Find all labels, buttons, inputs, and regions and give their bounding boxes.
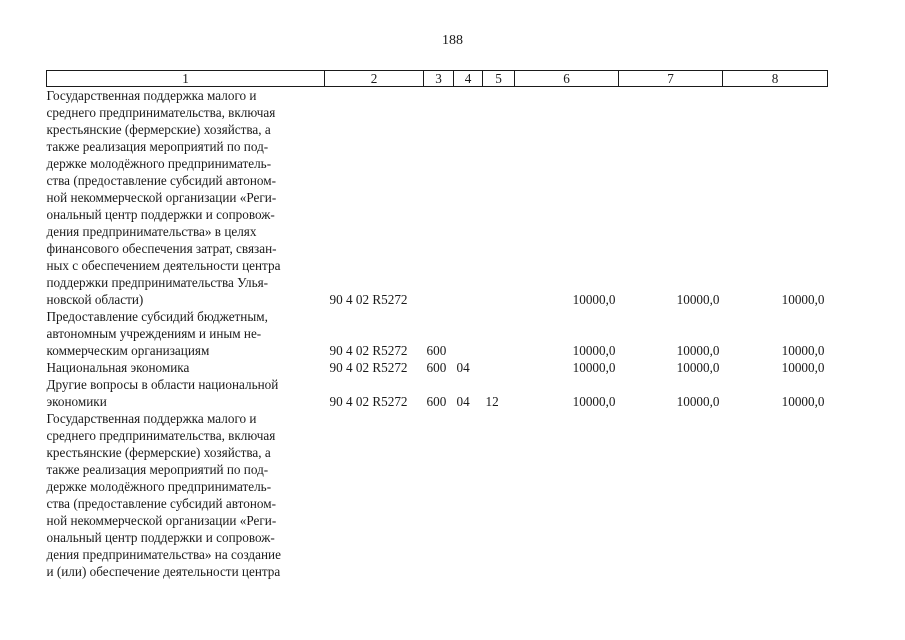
section-code — [454, 410, 483, 580]
description-line: крестьянские (фермерские) хозяйства, а — [46, 445, 271, 460]
description-line: держке молодёжного предприниматель- — [46, 156, 272, 171]
expense-type-code: 600 — [426, 394, 447, 409]
target-article-code: 90 4 02 R5272 — [329, 343, 408, 358]
expense-type-code: 600 — [426, 343, 447, 358]
description-line: ства (предоставление субсидий автоном- — [46, 496, 276, 511]
description-line: крестьянские (фермерские) хозяйства, а — [46, 122, 271, 137]
row-description — [47, 308, 325, 359]
subsection-code — [483, 410, 515, 580]
column-header-2: 2 — [325, 71, 424, 87]
column-header-6: 6 — [515, 71, 619, 87]
description-line: новской области) — [46, 292, 144, 307]
table-row — [47, 376, 828, 410]
section-code — [454, 87, 483, 309]
table-row — [47, 308, 828, 359]
row-description — [47, 376, 325, 410]
budget-table — [46, 70, 828, 580]
amount-column-6: 10000,0 — [572, 394, 616, 409]
expense-type-code — [424, 87, 454, 309]
description-line: также реализация мероприятий по под- — [46, 139, 269, 154]
amount-column-8: 10000,0 — [781, 360, 825, 375]
amount-column-6: 10000,0 — [572, 360, 616, 375]
description-line: ональный центр поддержки и сопровож- — [46, 207, 275, 222]
amount-column-8 — [723, 410, 828, 580]
column-header-8: 8 — [723, 71, 828, 87]
amount-column-8: 10000,0 — [781, 394, 825, 409]
description-line: держке молодёжного предприниматель- — [46, 479, 272, 494]
amount-column-8: 10000,0 — [781, 292, 825, 307]
amount-column-6 — [515, 410, 619, 580]
target-article-code: 90 4 02 R5272 — [329, 360, 408, 375]
description-line: среднего предпринимательства, включая — [46, 428, 276, 443]
amount-column-6: 10000,0 — [572, 292, 616, 307]
description-line: финансового обеспечения затрат, связан- — [46, 241, 277, 256]
table-row — [47, 87, 828, 309]
column-number-header-row — [47, 71, 828, 87]
amount-column-6: 10000,0 — [572, 343, 616, 358]
description-line: также реализация мероприятий по под- — [46, 462, 269, 477]
amount-column-7: 10000,0 — [676, 292, 720, 307]
subsection-code — [483, 87, 515, 309]
expense-type-code — [424, 410, 454, 580]
subsection-code — [483, 308, 515, 359]
table-row — [47, 359, 828, 376]
row-description — [47, 410, 325, 580]
column-header-4: 4 — [454, 71, 483, 87]
amount-column-7: 10000,0 — [676, 343, 720, 358]
description-line: ной некоммерческой организации «Реги- — [46, 513, 277, 528]
description-line: среднего предпринимательства, включая — [46, 105, 276, 120]
description-line: поддержки предпринимательства Улья- — [46, 275, 269, 290]
description-line: Другие вопросы в области национальной — [46, 377, 279, 392]
column-header-5: 5 — [483, 71, 515, 87]
description-line: дения предпринимательства» в целях — [46, 224, 257, 239]
description-line: и (или) обеспечение деятельности центра — [46, 564, 281, 579]
subsection-code: 12 — [485, 394, 499, 409]
target-article-code: 90 4 02 R5272 — [329, 292, 408, 307]
description-line: Государственная поддержка малого и — [46, 88, 257, 103]
section-code — [454, 308, 483, 359]
row-description — [47, 87, 325, 309]
section-code: 04 — [456, 360, 470, 375]
description-line: ной некоммерческой организации «Реги- — [46, 190, 277, 205]
target-article-code: 90 4 02 R5272 — [329, 394, 408, 409]
description-line: Предоставление субсидий бюджетным, — [46, 309, 268, 324]
description-line: Государственная поддержка малого и — [46, 411, 257, 426]
column-header-1: 1 — [47, 71, 325, 87]
description-line: дения предпринимательства» на создание — [46, 547, 281, 562]
column-header-7: 7 — [619, 71, 723, 87]
description-line: ных с обеспечением деятельности центра — [46, 258, 281, 273]
page-number: 188 — [442, 33, 463, 48]
target-article-code — [325, 410, 424, 580]
column-header-3: 3 — [424, 71, 454, 87]
row-description — [47, 359, 325, 376]
section-code: 04 — [456, 394, 470, 409]
amount-column-7: 10000,0 — [676, 360, 720, 375]
description-line: автономным учреждениям и иным не- — [46, 326, 262, 341]
description-line: коммерческим организациям — [46, 343, 210, 358]
description-line: экономики — [46, 394, 107, 409]
description-line: ональный центр поддержки и сопровож- — [46, 530, 275, 545]
expense-type-code: 600 — [426, 360, 447, 375]
subsection-code — [483, 359, 515, 376]
amount-column-8: 10000,0 — [781, 343, 825, 358]
description-line: ства (предоставление субсидий автоном- — [46, 173, 276, 188]
table-row — [47, 410, 828, 580]
description-line: Национальная экономика — [46, 360, 190, 375]
amount-column-7: 10000,0 — [676, 394, 720, 409]
amount-column-7 — [619, 410, 723, 580]
